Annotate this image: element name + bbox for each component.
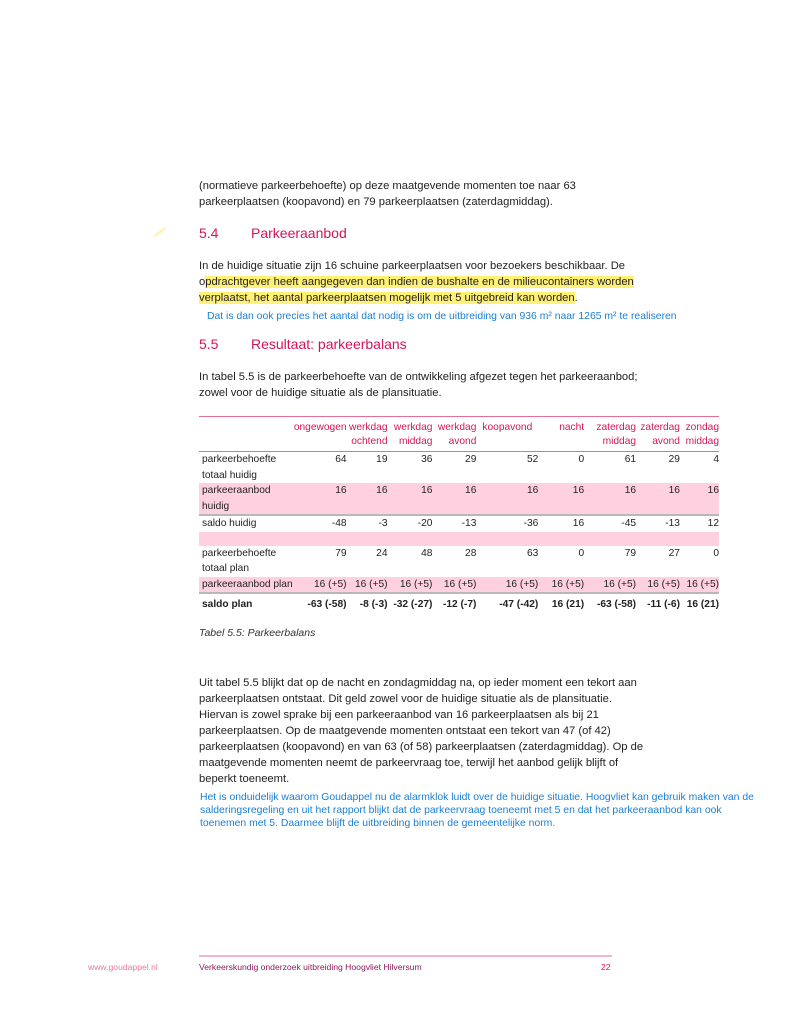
- column-header: koopavond: [482, 422, 533, 433]
- section-heading-5-4: [199, 224, 347, 242]
- parkeeraanbod-line-1: In de huidige situatie zijn 16 schuine parkeerplaatsen voor bezoekers beschikbaar. De: [199, 260, 626, 272]
- table-cell: 29: [465, 454, 477, 465]
- table-cell: 16: [294, 483, 347, 515]
- table-cell: 16 (21): [551, 599, 585, 610]
- highlighted-text: pdrachtgever heeft aangegeven dan indien de bushalte en de milieucontainers worden: [205, 276, 634, 288]
- table-caption: Tabel 5.5: Parkeerbalans: [199, 627, 316, 639]
- table-cell: 16 (+5): [432, 577, 476, 594]
- table-cell: -63 (-58): [307, 599, 347, 610]
- table-cell: -45: [621, 518, 637, 529]
- table-cell: -48: [331, 518, 347, 529]
- comment-note-1: Dat is dan ook precies het aantal dat nodig is om de uitbreiding van 936 m² naar 1265 m² te realiseren: [207, 311, 677, 322]
- parkeeraanbod-line-3: [199, 290, 578, 307]
- table-cell: 16 (+5): [584, 577, 636, 594]
- spacer-cell: [199, 532, 719, 546]
- table-cell: 16: [476, 483, 538, 515]
- table-cell: 16 (+5): [538, 577, 584, 594]
- table-cell: -13: [665, 518, 680, 529]
- table-cell: -63 (-58): [596, 599, 637, 610]
- table-cell: 36: [421, 454, 433, 465]
- section-number: 5.4: [199, 225, 219, 241]
- conclusion-line: beperkt toeneemt.: [199, 773, 290, 785]
- intro-line-1: (normatieve parkeerbehoefte) op deze maatgevende momenten toe naar 63: [199, 180, 576, 192]
- table-cell: 16 (+5): [476, 577, 538, 594]
- table-cell: -12 (-7): [442, 599, 477, 610]
- comment-note-line: toenemen met 5. Daarmee blijft de uitbreiding binnen de gemeentelijke norm.: [200, 818, 556, 829]
- table-cell: 16: [680, 483, 719, 515]
- intro-line-2: parkeerplaatsen (koopavond) en 79 parkeerplaatsen (zaterdagmiddag).: [199, 196, 553, 208]
- plain-text: o: [199, 276, 206, 288]
- table-cell: -13: [461, 518, 477, 529]
- table-cell: 29: [668, 454, 680, 465]
- row-label: saldo plan: [202, 599, 253, 610]
- table-cell: 16: [388, 483, 433, 515]
- conclusion-line: maatgevende momenten neemt de parkeervraag toe, terwijl het aanbod gelijk blijft of: [199, 757, 619, 769]
- footer-title: Verkeerskundig onderzoek uitbreiding Hoogvliet Hilversum: [199, 962, 422, 972]
- table-cell: 52: [526, 454, 539, 465]
- table-cell: 0: [713, 547, 719, 559]
- table-row: [199, 483, 719, 515]
- table-cell: 12: [707, 518, 719, 529]
- section-number: 5.5: [199, 336, 219, 352]
- row-label: parkeeraanbod huidig: [199, 483, 294, 515]
- table-cell: 16: [538, 483, 584, 515]
- resultaat-line-2: zowel voor de huidige situatie als de plansituatie.: [199, 387, 442, 399]
- table-cell: 19: [376, 454, 388, 465]
- row-label: parkeerbehoefte totaal plan: [202, 547, 277, 574]
- section-title: Parkeeraanbod: [251, 225, 347, 241]
- table-row-total: [199, 593, 719, 613]
- table-cell: 16: [636, 483, 680, 515]
- table-cell: -47 (-42): [499, 599, 539, 610]
- table-cell: -32 (-27): [393, 599, 433, 610]
- footer-divider: [199, 955, 612, 957]
- column-header: werkdag avond: [437, 422, 477, 447]
- table-row: [199, 577, 719, 594]
- conclusion-line: parkeerplaatsen ontstaat. Dit geld zowel voor de huidige situatie als de plansituatie.: [199, 693, 612, 705]
- table-cell: 16: [347, 483, 388, 515]
- comment-note-line: Het is onduidelijk waarom Goudappel nu de alarmklok luidt over de huidige situatie. Hoogvliet kan gebruik maken van de: [200, 792, 754, 803]
- table-cell: 27: [668, 547, 680, 559]
- table-cell: 79: [335, 547, 347, 559]
- table-cell: -8 (-3): [359, 599, 388, 610]
- plain-text: .: [574, 292, 578, 304]
- parkeerbalans-table: [199, 416, 719, 613]
- conclusion-line: parkeerplaatsen. Op de maatgevende momenten ontstaat een tekort van 47 (of 42): [199, 725, 611, 737]
- table-cell: 28: [465, 547, 477, 559]
- table-cell: 24: [376, 547, 388, 559]
- section-heading-5-5: [199, 335, 407, 353]
- highlight-stroke-mark: [154, 227, 167, 237]
- table-cell: 61: [624, 454, 637, 465]
- table-cell: 16 (+5): [347, 577, 388, 594]
- column-header: zaterdag avond: [640, 422, 680, 447]
- table-cell: -3: [378, 518, 388, 529]
- table-cell: 16 (+5): [636, 577, 680, 594]
- column-header: zaterdag middag: [596, 422, 637, 447]
- column-header: werkdag middag: [393, 422, 433, 447]
- column-header: ongewogen: [293, 422, 347, 433]
- table-cell: 16 (+5): [294, 577, 347, 594]
- table-header-row: [199, 417, 719, 452]
- section-title: Resultaat: parkeerbalans: [251, 336, 407, 352]
- parkeeraanbod-line-2: [199, 274, 634, 291]
- resultaat-line-1: In tabel 5.5 is de parkeerbehoefte van de ontwikkeling afgezet tegen het parkeeraanbod;: [199, 371, 638, 383]
- table-cell: 0: [578, 547, 585, 559]
- header-empty: [199, 417, 294, 452]
- column-header: zondag middag: [685, 422, 719, 447]
- table-cell: 16: [584, 483, 636, 515]
- table-cell: 48: [421, 547, 433, 559]
- table-cell: -20: [417, 518, 433, 529]
- row-label: parkeerbehoefte totaal huidig: [202, 454, 277, 481]
- table-spacer-row: [199, 532, 719, 546]
- column-header: werkdag ochtend: [348, 422, 388, 447]
- table-cell: -11 (-6): [647, 599, 680, 610]
- row-label: parkeeraanbod plan: [199, 577, 294, 594]
- table-cell: 16: [432, 483, 476, 515]
- table-cell: 16 (+5): [388, 577, 433, 594]
- table-cell: 64: [335, 454, 347, 465]
- table-cell: 79: [624, 547, 637, 559]
- conclusion-line: parkeerplaatsen (koopavond) en van 63 (of 58) parkeerplaatsen (zaterdagmiddag). Op de: [199, 741, 644, 753]
- table-cell: 63: [526, 547, 539, 559]
- table-cell: -36: [523, 518, 539, 529]
- page-number: 22: [601, 962, 611, 972]
- footer-url[interactable]: www.goudappel.nl: [88, 962, 158, 972]
- conclusion-line: Hiervan is zowel sprake bij een parkeeraanbod van 16 parkeerplaatsen als bij 21: [199, 709, 599, 721]
- table-cell: 16 (+5): [680, 577, 719, 594]
- comment-note-line: salderingsregeling en uit het rapport blijkt dat de parkeervraag toeneemt met 5 en dat het parkeeraanbod kan ook: [200, 805, 722, 816]
- table-row: [199, 515, 719, 532]
- table-cell: 4: [713, 454, 719, 465]
- row-label: saldo huidig: [202, 518, 257, 529]
- table-row: [199, 546, 719, 577]
- table-cell: 16: [572, 518, 585, 529]
- conclusion-line: Uit tabel 5.5 blijkt dat op de nacht en zondagmiddag na, op ieder moment een tekort aan: [199, 677, 637, 689]
- table-cell: 0: [578, 454, 585, 465]
- table-row: [199, 452, 719, 484]
- column-header: nacht: [559, 422, 585, 433]
- highlighted-text: verplaatst, het aantal parkeerplaatsen mogelijk met 5 uitgebreid kan worden: [199, 292, 575, 304]
- table-cell: 16 (21): [686, 599, 719, 610]
